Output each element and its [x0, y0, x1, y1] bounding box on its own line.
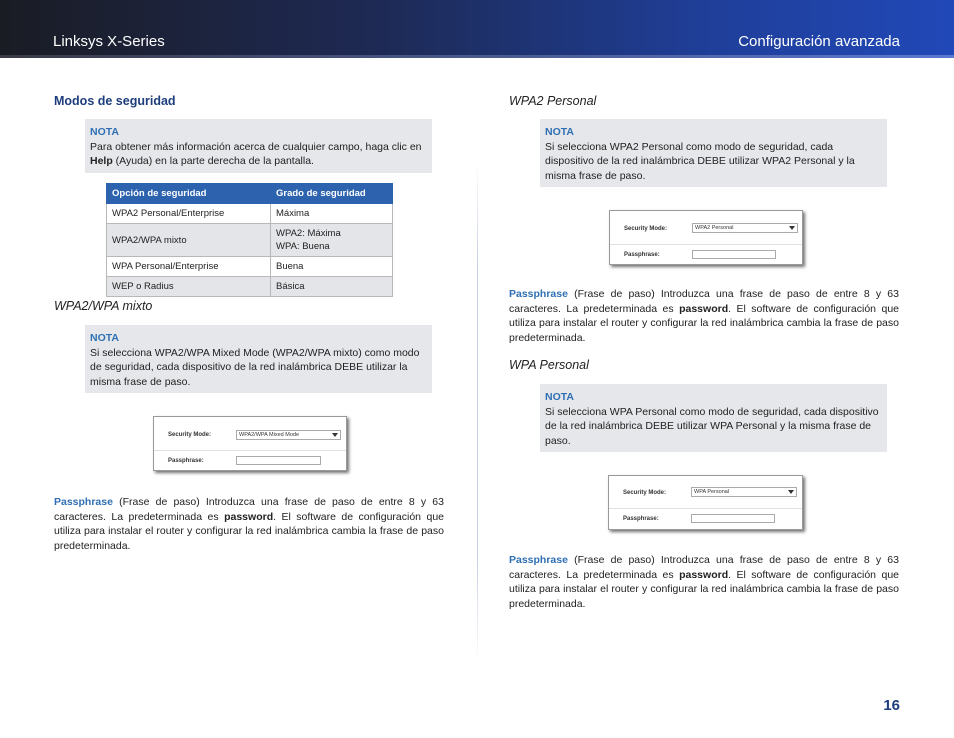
note-text: Si selecciona WPA Personal como modo de seguridad, cada dispositivo de la red inalámbrica DEBE utilizar WPA Personal y la misma frase de paso. [545, 405, 879, 447]
table-row [107, 277, 393, 297]
screenshot-passphrase-label: Passphrase: [624, 252, 660, 258]
table-row [107, 224, 393, 257]
screenshot-security-select [691, 487, 797, 497]
table-cell-option: WPA Personal/Enterprise [107, 257, 271, 277]
screenshot-wpa2-personal [609, 210, 803, 265]
note-text-a: Para obtener más información acerca de cualquier campo, haga clic en [90, 140, 422, 153]
table-cell-grade-line1: WPA2: Máxima [276, 228, 341, 239]
table-cell-option: WPA2/WPA mixto [107, 224, 271, 257]
note-box-help [85, 119, 432, 173]
table-cell-option: WEP o Radius [107, 277, 271, 297]
chevron-down-icon [332, 433, 338, 437]
passphrase-text-a: (Frase de paso) Introduzca una frase de paso de entre 8 y 63 caracteres. La predeterminada es [509, 288, 899, 315]
screenshot-security-label: Security Mode: [624, 226, 668, 232]
screenshot-security-value: WPA2 Personal [695, 225, 734, 231]
table-header-row [107, 184, 393, 204]
screenshot-separator [154, 450, 346, 451]
passphrase-default-value: password [679, 568, 729, 581]
passphrase-text-a: (Frase de paso) Introduzca una frase de paso de entre 8 y 63 caracteres. La predeterminada es [509, 554, 899, 581]
screenshot-security-value: WPA Personal [694, 489, 730, 495]
passphrase-paragraph-wpa2 [509, 287, 899, 345]
note-text: Si selecciona WPA2/WPA Mixed Mode (WPA2/WPA mixto) como modo de seguridad, cada dispositivo de la red inalámbrica DEBE utilizar la misma frase de paso. [90, 346, 420, 388]
note-label: NOTA [545, 126, 574, 138]
screenshot-security-label: Security Mode: [623, 490, 667, 496]
table-cell-grade: Buena [271, 257, 393, 277]
table-row [107, 204, 393, 224]
page-number: 16 [883, 697, 900, 714]
column-divider [477, 160, 478, 665]
passphrase-default-value: password [679, 302, 729, 315]
header-product-title: Linksys X-Series [53, 33, 165, 50]
table-cell-option: WPA2 Personal/Enterprise [107, 204, 271, 224]
passphrase-keyword: Passphrase [54, 496, 113, 508]
header-section-title: Configuración avanzada [738, 33, 900, 50]
table-header-option: Opción de seguridad [107, 184, 271, 204]
note-text: Si selecciona WPA2 Personal como modo de seguridad, cada dispositivo de la red inalámbrica DEBE utilizar WPA2 Personal y la misma frase de paso. [545, 140, 855, 182]
passphrase-text-b: . El software de configuración que utiliza para instalar el router y configurar la red inalámbrica cambia la frase de paso predeterminada. [509, 302, 899, 344]
section-heading-security-modes: Modos de seguridad [54, 94, 176, 108]
screenshot-security-value: WPA2/WPA Mixed Mode [239, 432, 300, 438]
note-label: NOTA [90, 126, 119, 138]
screenshot-wpa-personal [608, 475, 803, 530]
table-cell-grade: Máxima [271, 204, 393, 224]
passphrase-keyword: Passphrase [509, 288, 568, 300]
passphrase-text-b: . El software de configuración que utiliza para instalar el router y configurar la red inalámbrica cambia la frase de paso predeterminada. [509, 568, 899, 610]
table-row [107, 257, 393, 277]
subheading-wpa-personal: WPA Personal [509, 358, 589, 372]
note-label: NOTA [545, 391, 574, 403]
passphrase-text-a: (Frase de paso) Introduzca una frase de paso de entre 8 y 63 caracteres. La predeterminada es [54, 496, 444, 523]
table-header-grade: Grado de seguridad [271, 184, 393, 204]
note-bold-help: Help [90, 155, 113, 168]
passphrase-keyword: Passphrase [509, 554, 568, 566]
screenshot-separator [610, 244, 802, 245]
note-box-mixed [85, 325, 432, 393]
table-cell-grade: Básica [271, 277, 393, 297]
note-box-wpa-personal [540, 384, 887, 452]
screenshot-passphrase-input [236, 456, 321, 465]
screenshot-security-label: Security Mode: [168, 432, 212, 438]
passphrase-paragraph-wpa [509, 553, 899, 611]
screenshot-security-select [692, 223, 798, 233]
page-header [0, 0, 954, 58]
screenshot-passphrase-label: Passphrase: [623, 516, 659, 522]
note-box-wpa2-personal [540, 119, 887, 187]
screenshot-separator [609, 508, 802, 509]
note-text-b: (Ayuda) en la parte derecha de la pantalla. [112, 155, 314, 168]
table-cell-grade [271, 224, 393, 257]
note-label: NOTA [90, 332, 119, 344]
passphrase-paragraph-mixed [54, 495, 444, 553]
passphrase-default-value: password [224, 510, 274, 523]
chevron-down-icon [788, 490, 794, 494]
screenshot-passphrase-input [691, 514, 775, 523]
screenshot-passphrase-label: Passphrase: [168, 458, 204, 464]
subheading-wpa2-wpa-mixed: WPA2/WPA mixto [54, 299, 153, 313]
subheading-wpa2-personal: WPA2 Personal [509, 94, 597, 108]
screenshot-security-select [236, 430, 341, 440]
table-cell-grade-line2: WPA: Buena [276, 241, 330, 252]
security-options-table [106, 183, 393, 297]
screenshot-mixed-mode [153, 416, 347, 471]
screenshot-passphrase-input [692, 250, 776, 259]
passphrase-text-b: . El software de configuración que utiliza para instalar el router y configurar la red inalámbrica cambia la frase de paso predeterminada. [54, 510, 444, 552]
chevron-down-icon [789, 226, 795, 230]
